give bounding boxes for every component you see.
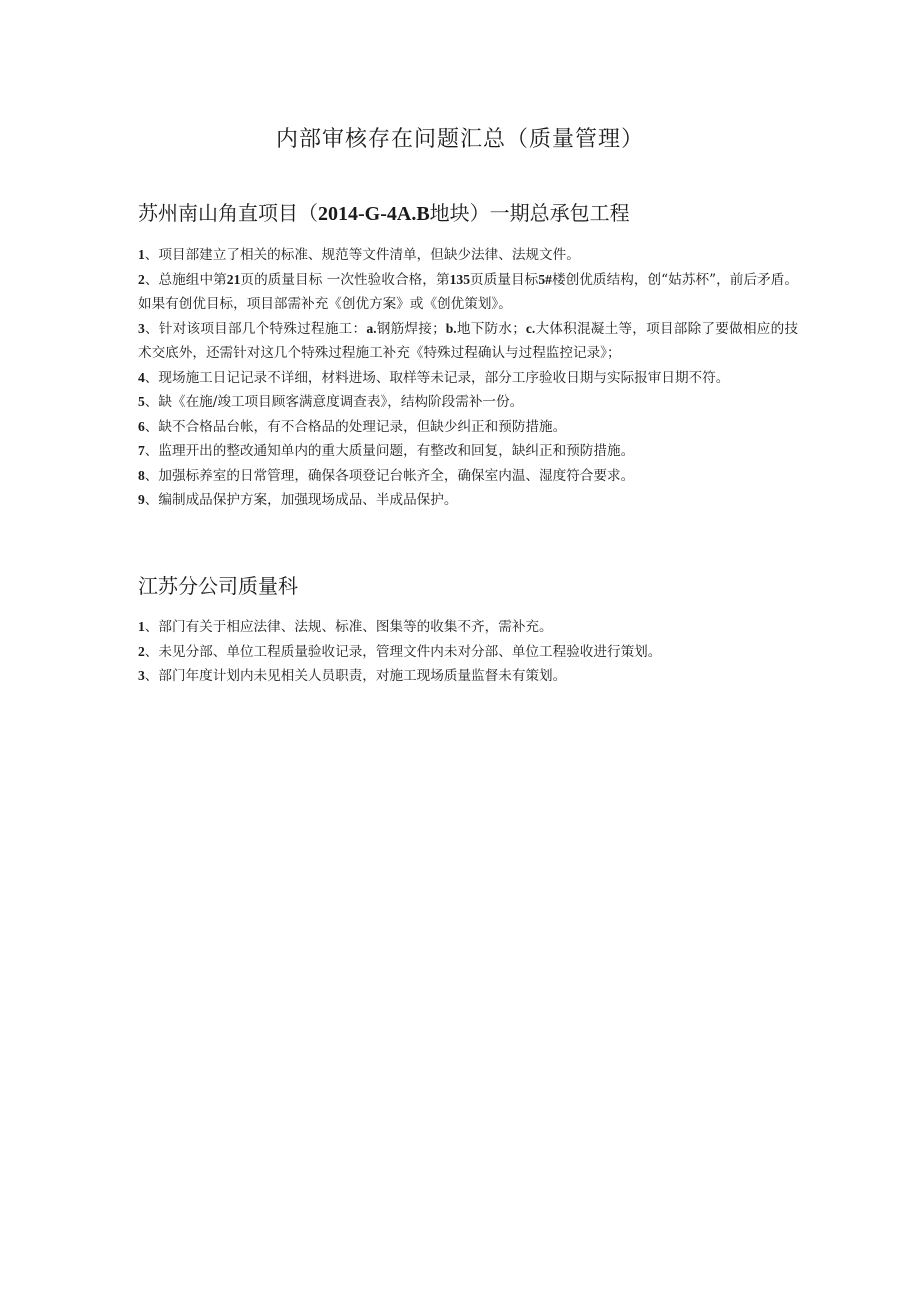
item-number: 5: [138, 394, 145, 409]
section-heading: [138, 198, 798, 229]
item-emphasis: 21: [226, 271, 241, 287]
list-item: [138, 243, 798, 268]
item-emphasis: c.: [525, 320, 536, 336]
list-item: [138, 464, 798, 489]
list-item: [138, 366, 798, 391]
list-item: [138, 268, 798, 317]
item-number: 4: [138, 369, 145, 385]
item-text: 、项目部建立了相关的标准、规范等文件清单，但缺少法律、法规文件。: [144, 247, 580, 263]
list-item: [138, 415, 798, 440]
list-item: [138, 317, 798, 366]
heading-text: 江苏分公司质量科: [138, 574, 298, 598]
heading-text: 地块）一期总承包工程: [429, 201, 630, 225]
item-emphasis: b.: [445, 320, 457, 336]
item-text: 大体积混凝土等，项目部除了要做相应的技术交底外，还需针对这几个特殊过程施工补充《特殊过程确认与过程监控记录》；: [138, 320, 799, 361]
item-text: 、缺不合格品台帐，有不合格品的处理记录，但缺少纠正和预防措施。: [144, 418, 567, 435]
item-text: 、编制成品保护方案，加强现场成品、半成品保护。: [144, 492, 458, 508]
section-jiangsu-branch: [138, 571, 798, 689]
item-text: 、部门有关于相应法律、法规、标准、图集等的收集不齐，需补充。: [144, 619, 553, 635]
section-heading: [138, 571, 798, 601]
section-suzhou-project: [138, 198, 798, 513]
item-emphasis: 135: [449, 271, 470, 287]
item-text: 、部门年度计划内未见相关人员职责，对施工现场质量监督未有策划。: [144, 668, 567, 684]
item-number: 8: [138, 467, 145, 483]
item-number: 6: [138, 418, 145, 434]
document-title: 内部审核存在问题汇总（质量管理）: [275, 127, 644, 152]
item-number: 2: [138, 271, 145, 287]
list-item: [138, 664, 798, 689]
item-text: 、未见分部、单位工程质量验收记录，管理文件内未对分部、单位工程验收进行策划。: [144, 643, 662, 660]
list-item: [138, 390, 798, 415]
item-text: 、针对该项目部几个特殊过程施工：: [144, 320, 367, 337]
list-item: [138, 488, 798, 513]
heading-plot-code: 2014-G-4A.B: [318, 203, 430, 225]
item-text: 、监理开出的整改通知单内的重大质量问题，有整改和回复，缺纠正和预防措施。: [144, 443, 635, 459]
item-number: 1: [138, 619, 145, 634]
item-number: 1: [138, 247, 145, 262]
item-text: 、缺《在施/竣工项目顾客满意度调查表》，结构阶段需补一份。: [144, 394, 524, 410]
item-emphasis: 5#: [538, 271, 552, 287]
item-text: 、总施组中第: [144, 271, 227, 288]
item-text: 页的质量目标 一次性验收合格，第: [240, 271, 450, 288]
item-number: 7: [138, 443, 145, 458]
item-text: 楼创优质结构，创“姑苏杯”，前后矛盾。如果有创优目标，项目部需补充《创优方案》或《创优策划》。: [138, 271, 799, 312]
item-number: 9: [138, 492, 145, 507]
list-item: [138, 439, 798, 464]
item-number: 3: [138, 668, 145, 683]
item-text: 地下防水；: [456, 320, 526, 337]
item-text: 页质量目标: [469, 271, 539, 288]
item-text: 、加强标养室的日常管理，确保各项登记台帐齐全，确保室内温、湿度符合要求。: [144, 467, 635, 484]
item-number: 3: [138, 320, 145, 336]
item-emphasis: a.: [366, 320, 377, 336]
item-text: 、现场施工日记记录不详细，材料进场、取样等未记录，部分工序验收日期与实际报审日期不符。: [144, 369, 730, 386]
list-item: [138, 615, 798, 640]
list-item: [138, 640, 798, 665]
item-text: 钢筋焊接；: [376, 320, 446, 337]
item-number: 2: [138, 643, 145, 659]
heading-text: 苏州南山角直项目（: [138, 201, 318, 225]
